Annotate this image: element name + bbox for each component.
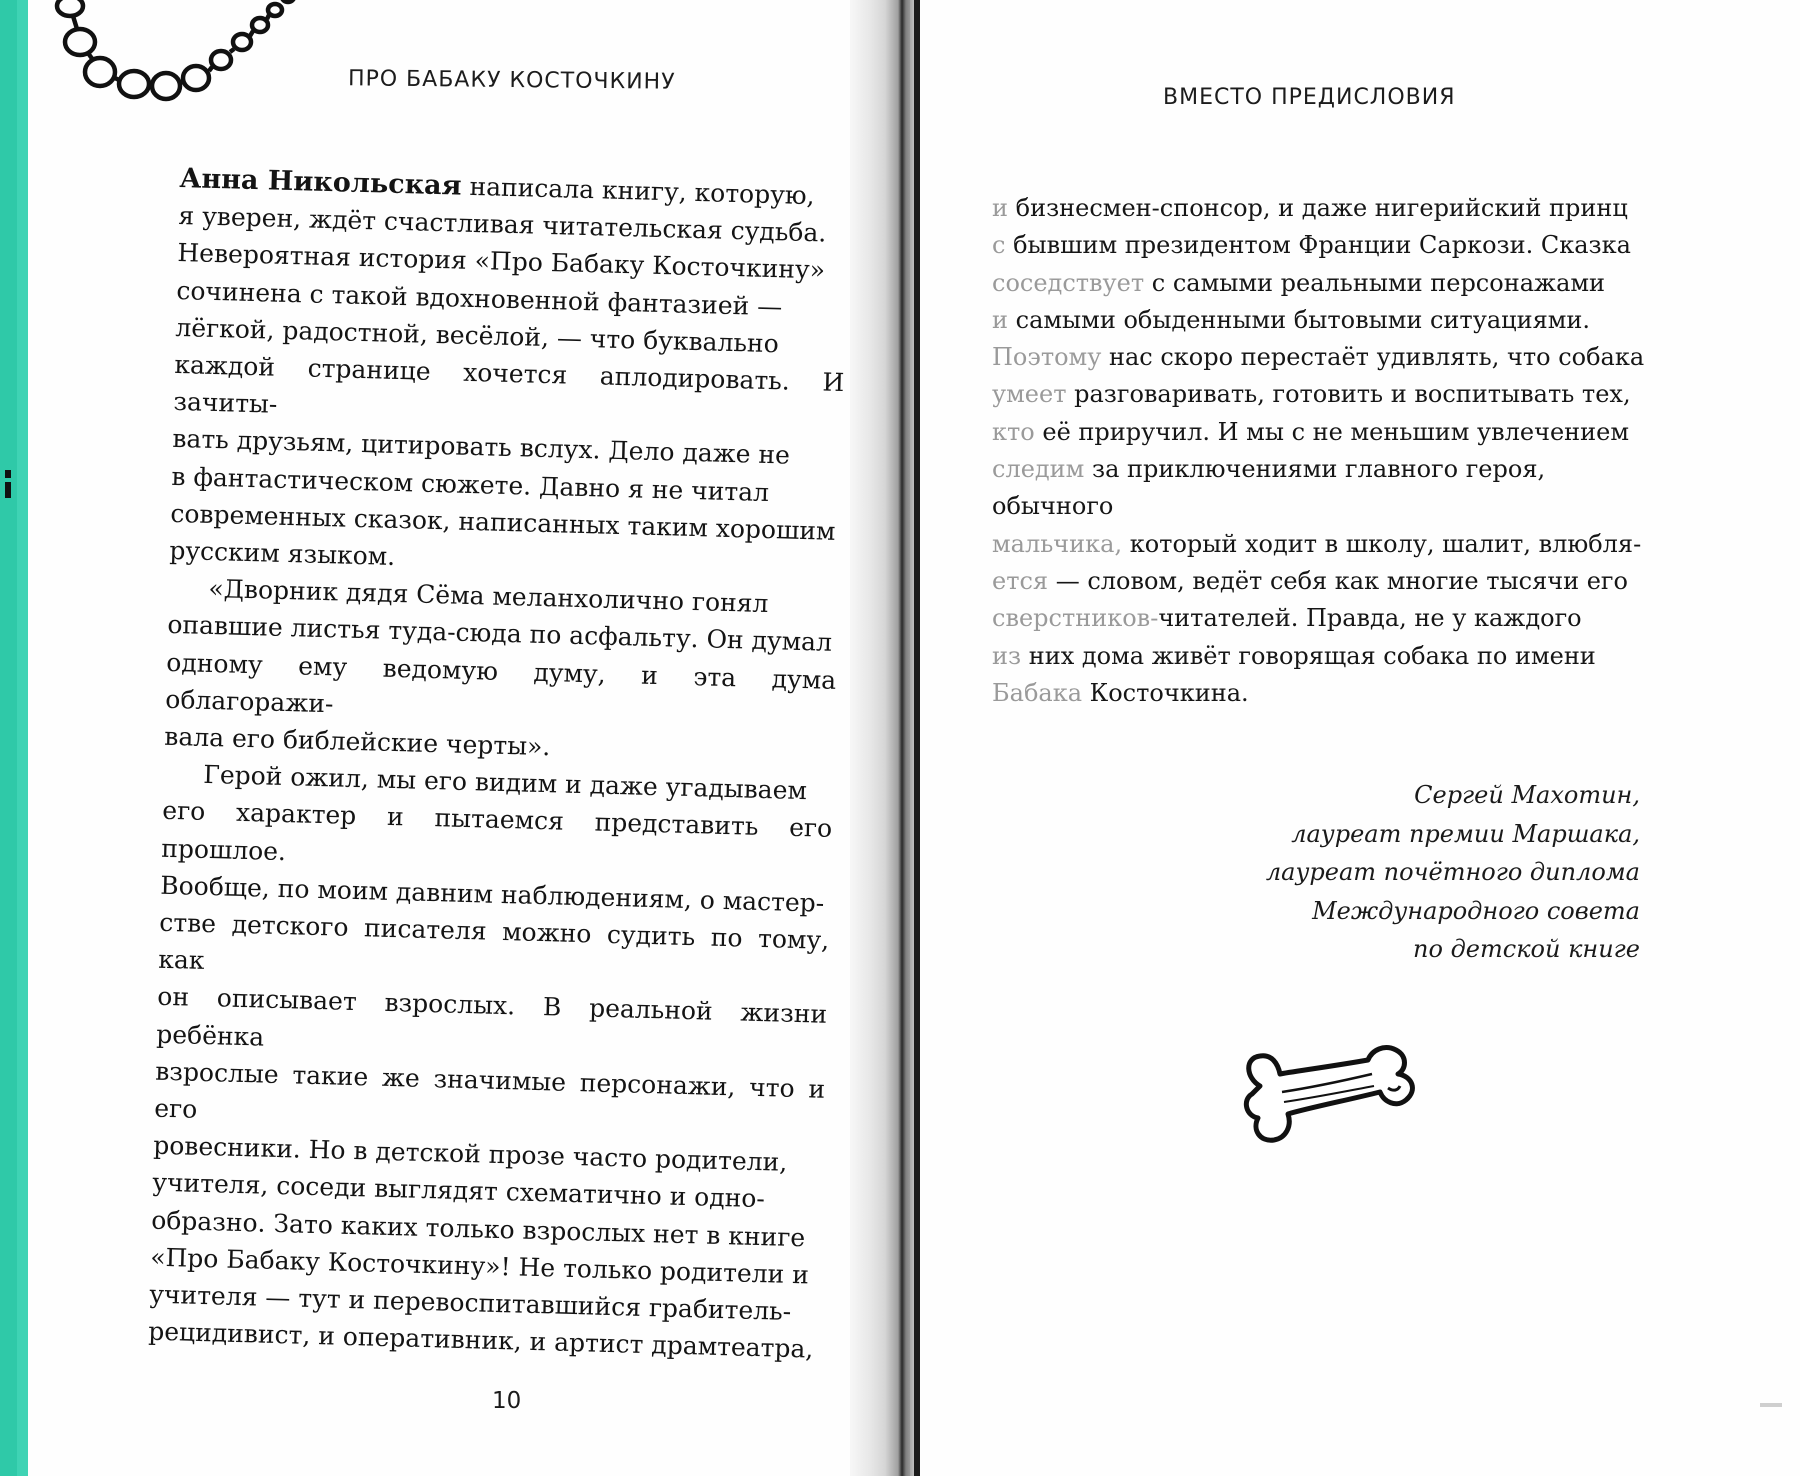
text-line: рецидивист, и оперативник, и артист драмтеатра, [147,1316,814,1364]
text-line: «Дворник дядя Сёма меланхолично гонял [208,574,769,619]
bone-icon [1238,1044,1422,1154]
text-line: «Про Бабаку Косточкину»! Не только родители и [149,1242,810,1290]
edge-tick [1760,1403,1782,1407]
text-line: образно. Зато каких только взрослых нет в книге [150,1205,806,1252]
text-line: вать друзьям, цитировать вслух. Дело даже не [172,424,791,471]
text-line: Бабака Косточкина. [992,678,1249,707]
text-line: Герой ожил, мы его видим и даже угадываем [202,760,808,806]
paragraph-continued [992,190,1652,712]
text-line: ется — словом, ведёт себя как многие тысячи его [992,566,1628,595]
text-line: в фантастическом сюжете. Давно я не читал [171,461,770,507]
text-line: Вообще, по моим давним наблюдениям, о мастер- [159,870,825,918]
paragraph-2 [164,569,839,773]
text-line: соседствует с самыми реальными персонажами [992,268,1606,297]
text-line: ровесники. Но в детской прозе часто родители, [152,1130,788,1178]
text-line: умеет разговаривать, готовить и воспитывать тех, [992,380,1631,409]
text-line: взрослые такие же значимые персонажи, что и его [153,1056,826,1124]
text-line: с бывшим президентом Франции Саркози. Сказка [992,231,1631,260]
text-line: его характер и пытаемся представить его прошлое. [160,796,833,866]
text-line: одному ему ведомую думу, и эта дума облагоражи- [165,647,837,719]
signature-line: по детской книге [1413,935,1640,963]
text-line: каждой странице хочется аплодировать. И зачиты- [173,349,845,419]
author-name: Анна Никольская [179,162,463,202]
text-line: стве детского писателя можно судить по тому, как [157,907,830,976]
page-number: 10 [492,1388,522,1414]
running-head-right: ВМЕСТО ПРЕДИСЛОВИЯ [1163,85,1456,110]
running-head-left: ПРО БАБАКУ КОСТОЧКИНУ [347,66,676,95]
signature-line: лауреат премии Маршака, [1291,819,1640,848]
text-line: мальчика, который ходит в школу, шалит, влюбля- [992,529,1642,558]
paragraph-3 [148,755,834,1368]
text-line: и бизнесмен-спонсор, и даже нигерийский принц [992,194,1628,222]
text-line: следим за приключениями главного героя, обычного [992,455,1546,521]
text-line: я уверен, ждёт счастливая читательская судьба. [178,201,827,248]
text-line: сочинена с такой вдохновенной фантазией — [176,275,783,321]
edge-mark-icon [3,470,13,500]
text-line: он описывает взрослых. В реальной жизни ребёнка [155,982,828,1052]
text-line: русским языком. [169,535,396,571]
signature-line: Международного совета [1312,896,1640,925]
text-line: кто её приручил. И мы с не меньшим увлечением [992,417,1630,446]
text-line: современных сказок, написанных таким хорошим [170,498,836,546]
right-body-text [992,190,1652,712]
text-line: лёгкой, радостной, весёлой, — что буквально [175,312,780,359]
bead-chain-icon [30,0,300,130]
text-line: из них дома живёт говорящая собака по имени [992,641,1596,670]
signature-block [1266,776,1640,969]
signature-author: Сергей Махотин, [1414,781,1640,809]
text-line: Поэтому нас скоро перестаёт удивлять, что собака [992,343,1645,372]
text-line: написала книгу, которую, [461,171,815,211]
left-body-text [148,160,850,1368]
text-line: опавшие листья туда-сюда по асфальту. Он думал [167,610,833,658]
gutter-shadow [870,0,910,1476]
text-line: учителя, соседи выглядят схематично и одно- [151,1168,766,1214]
cover-edge-inner [0,0,17,1476]
text-line: учителя — тут и перевоспитавшийся грабитель- [148,1279,792,1327]
text-line: вала его библейские черты». [164,721,551,762]
text-line: и самыми обыденными бытовыми ситуациями. [992,305,1590,334]
signature-line: лауреат почётного диплома [1265,858,1640,886]
paragraph-1 [169,160,850,587]
text-line: Невероятная история «Про Бабаку Косточкину» [177,238,826,285]
text-line: сверстников-читателей. Правда, не у каждого [992,604,1582,633]
